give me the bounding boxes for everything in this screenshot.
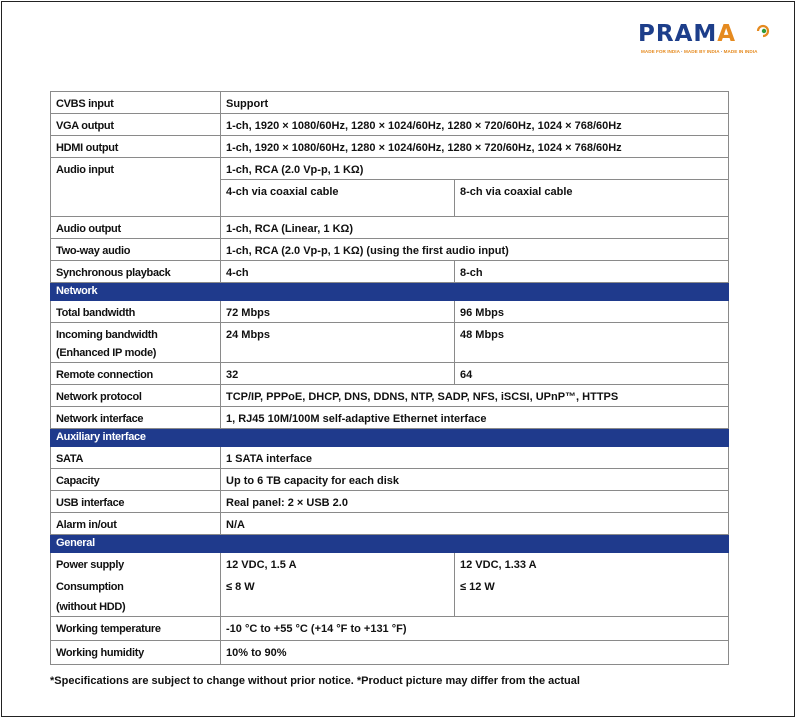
spec-label: Network protocol: [51, 385, 221, 407]
spec-label: Alarm in/out: [51, 513, 221, 535]
table-row: [51, 447, 729, 469]
spec-label: CVBS input: [51, 92, 221, 114]
spec-label: Capacity: [51, 469, 221, 491]
brand-swirl-icon: [755, 23, 771, 39]
spec-value: ≤ 12 W: [455, 575, 729, 617]
spec-value: 10% to 90%: [221, 641, 729, 665]
spec-label: VGA output: [51, 114, 221, 136]
spec-value: 1-ch, 1920 × 1080/60Hz, 1280 × 1024/60Hz, 1280 × 720/60Hz, 1024 × 768/60Hz: [221, 136, 729, 158]
spec-value: 48 Mbps: [455, 323, 729, 363]
table-row: [51, 158, 729, 180]
spec-label: Remote connection: [51, 363, 221, 385]
table-row: [51, 323, 729, 363]
section-title: Auxiliary interface: [51, 429, 729, 447]
section-title: Network: [51, 283, 729, 301]
spec-value: 4-ch: [221, 261, 455, 283]
spec-value: 8-ch: [455, 261, 729, 283]
spec-table: [50, 91, 729, 665]
spec-value: TCP/IP, PPPoE, DHCP, DNS, DDNS, NTP, SADP, NFS, iSCSI, UPnP™, HTTPS: [221, 385, 729, 407]
table-row: [51, 114, 729, 136]
spec-value: 8-ch via coaxial cable: [455, 180, 729, 217]
spec-label: Audio input: [51, 158, 221, 217]
table-row: [51, 92, 729, 114]
spec-value: Real panel: 2 × USB 2.0: [221, 491, 729, 513]
table-row: [51, 553, 729, 575]
table-row: [51, 469, 729, 491]
spec-label: Power supply Consumption (without HDD): [51, 553, 221, 617]
spec-value: 1, RJ45 10M/100M self-adaptive Ethernet interface: [221, 407, 729, 429]
spec-label: Working temperature: [51, 617, 221, 641]
table-row: [51, 363, 729, 385]
section-title: General: [51, 535, 729, 553]
spec-label: Incoming bandwidth (Enhanced IP mode): [51, 323, 221, 363]
spec-value: 32: [221, 363, 455, 385]
spec-label: Two-way audio: [51, 239, 221, 261]
table-row: [51, 261, 729, 283]
spec-value: 72 Mbps: [221, 301, 455, 323]
spec-label: Synchronous playback: [51, 261, 221, 283]
footnote: *Specifications are subject to change without prior notice. *Product picture may differ from the actual: [50, 675, 580, 687]
brand-tagline: MADE FOR INDIA · MADE BY INDIA · MADE IN INDIA: [641, 49, 758, 54]
spec-value: 4-ch via coaxial cable: [221, 180, 455, 217]
prama-logo: [638, 22, 778, 66]
spec-value: 1 SATA interface: [221, 447, 729, 469]
spec-value: Support: [221, 92, 729, 114]
section-header-general: [51, 535, 729, 553]
spec-label: HDMI output: [51, 136, 221, 158]
spec-label: USB interface: [51, 491, 221, 513]
table-row: [51, 617, 729, 641]
spec-label: Total bandwidth: [51, 301, 221, 323]
table-row: [51, 136, 729, 158]
spec-value: 12 VDC, 1.5 A: [221, 553, 455, 575]
table-row: [51, 217, 729, 239]
spec-value: 1-ch, RCA (2.0 Vp-p, 1 KΩ): [221, 158, 729, 180]
section-header-auxiliary: [51, 429, 729, 447]
spec-label: Audio output: [51, 217, 221, 239]
spec-label: Working humidity: [51, 641, 221, 665]
table-row: [51, 301, 729, 323]
spec-value: N/A: [221, 513, 729, 535]
spec-value: ≤ 8 W: [221, 575, 455, 617]
table-row: [51, 239, 729, 261]
table-row: [51, 491, 729, 513]
spec-value: 64: [455, 363, 729, 385]
brand-name: PRAMA: [638, 21, 737, 47]
table-row: [51, 407, 729, 429]
spec-value: -10 °C to +55 °C (+14 °F to +131 °F): [221, 617, 729, 641]
spec-value: 1-ch, RCA (2.0 Vp-p, 1 KΩ) (using the first audio input): [221, 239, 729, 261]
spec-label: Network interface: [51, 407, 221, 429]
spec-value: 12 VDC, 1.33 A: [455, 553, 729, 575]
spec-value: 24 Mbps: [221, 323, 455, 363]
table-row: [51, 641, 729, 665]
table-row: [51, 385, 729, 407]
spec-value: 96 Mbps: [455, 301, 729, 323]
section-header-network: [51, 283, 729, 301]
spec-value: 1-ch, RCA (Linear, 1 KΩ): [221, 217, 729, 239]
spec-value: 1-ch, 1920 × 1080/60Hz, 1280 × 1024/60Hz, 1280 × 720/60Hz, 1024 × 768/60Hz: [221, 114, 729, 136]
table-row: [51, 513, 729, 535]
spec-value: Up to 6 TB capacity for each disk: [221, 469, 729, 491]
spec-label: SATA: [51, 447, 221, 469]
